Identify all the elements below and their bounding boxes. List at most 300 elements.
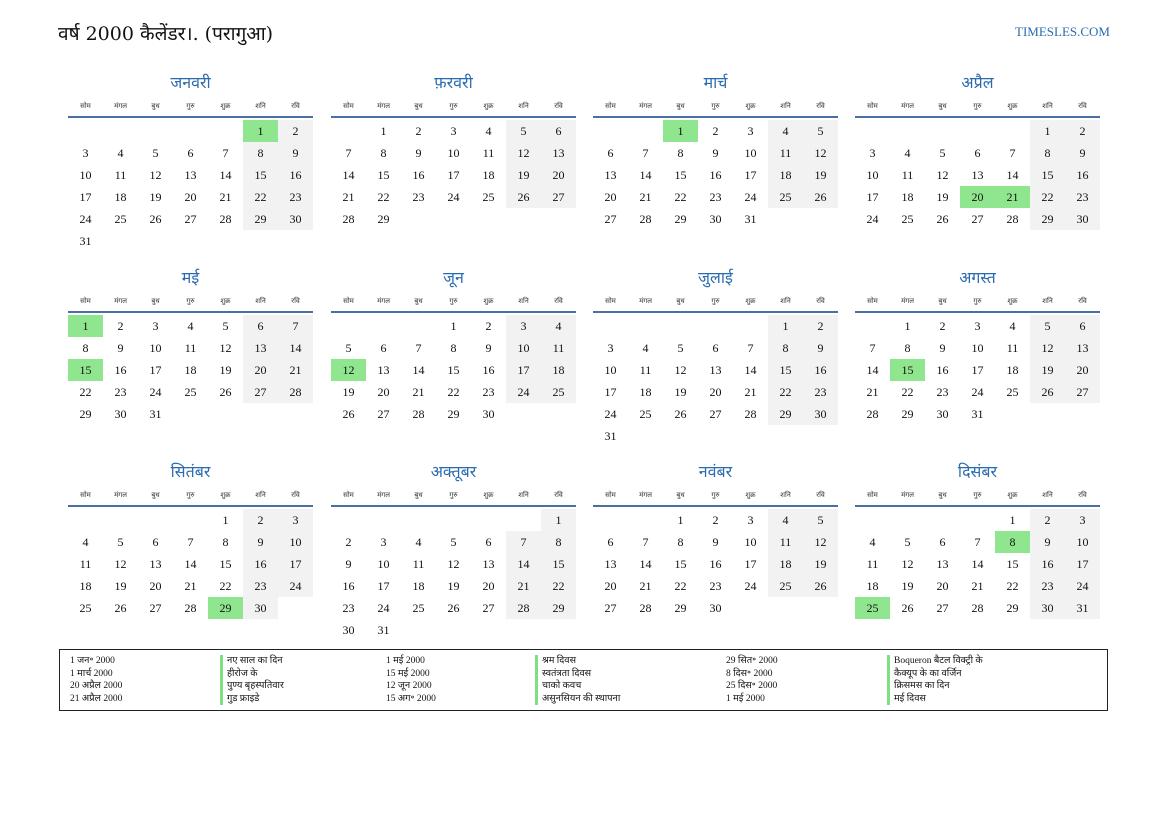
empty-cell [733,315,768,337]
day-cell: 7 [222,146,229,160]
holiday-names-col-2 [535,655,620,705]
day-cell: 11 [768,531,803,553]
empty-cell [331,509,366,531]
month-name: अक्तूबर [430,462,477,481]
holiday-date: 1 मई 2000 [386,656,425,666]
empty-cell [593,120,628,142]
day-cell: 20 [377,385,390,399]
weekday-label: गुरु [711,102,720,110]
weekday-label: मंगल [639,297,652,305]
day-cell: 27 [604,212,617,226]
day-cell: 22 [901,385,914,399]
day-cell: 20 [541,164,576,186]
weekday-label: मंगल [377,102,390,110]
day-cell: 22 [674,190,687,204]
day-cell: 31 [149,407,162,421]
day-cell: 27 [971,212,984,226]
holiday-name: Boqueron बैटल विक्ट्री के [894,656,983,666]
weekday-label: शनि [1042,297,1053,305]
day-cell: 18 [114,190,127,204]
day-cell: 8 [1030,142,1065,164]
weekday-label: सोम [867,102,878,110]
day-cell: 10 [866,168,879,182]
day-cell: 26 [219,385,232,399]
empty-cell [173,509,208,531]
holiday-day-cell: 15 [890,359,925,381]
weekday-header [855,294,1100,313]
day-cell: 19 [901,579,914,593]
month-name: अगस्त [959,268,996,287]
day-grid [593,120,838,230]
holiday-dates-col-1 [70,655,122,705]
day-cell: 7 [187,535,194,549]
day-cell: 9 [712,535,719,549]
day-grid [68,509,313,619]
day-cell: 22 [1030,186,1065,208]
weekday-label: बुध [938,491,947,499]
weekday-label: बुध [938,297,947,305]
day-cell: 23 [482,385,495,399]
day-cell: 20 [149,579,162,593]
empty-cell [628,509,663,531]
holiday-name: नए साल का दिन [227,656,283,666]
day-cell: 13 [709,363,722,377]
day-cell: 30 [803,403,838,425]
day-cell: 27 [243,381,278,403]
day-cell: 12 [149,168,162,182]
holiday-day-cell: 8 [995,531,1030,553]
day-cell: 19 [803,553,838,575]
weekday-label: सोम [343,102,354,110]
weekday-header [68,488,313,507]
day-cell: 16 [114,363,127,377]
day-cell: 10 [377,557,390,571]
holiday-day-cell: 12 [331,359,366,381]
day-cell: 14 [412,363,425,377]
day-cell: 28 [639,212,652,226]
holiday-name: असुनसियन की स्थापना [542,693,621,704]
weekday-label: सोम [867,297,878,305]
weekday-label: शनि [518,491,529,499]
day-cell: 8 [768,337,803,359]
day-cell: 28 [744,407,757,421]
day-cell: 11 [639,363,652,377]
day-grid [855,120,1100,230]
day-cell: 29 [674,601,687,615]
holiday-name: क्रिसमस का दिन [894,681,950,691]
day-cell: 6 [541,120,576,142]
empty-cell [628,120,663,142]
weekday-label: मंगल [114,491,127,499]
weekday-label: रवि [291,102,300,110]
day-cell: 2 [278,120,313,142]
day-cell: 5 [939,146,946,160]
day-grid [593,315,838,447]
weekday-label: शुक्र [220,102,231,110]
day-cell: 2 [485,319,492,333]
weekday-label: शनि [255,297,266,305]
holiday-day-cell: 20 [960,186,995,208]
day-cell: 9 [1065,142,1100,164]
day-cell: 3 [607,341,614,355]
day-cell: 19 [114,579,127,593]
weekday-label: सोम [80,491,91,499]
empty-cell [401,509,436,531]
day-cell: 12 [114,557,127,571]
holiday-name: कैक्यूप के का वर्जिन [894,668,962,679]
holiday-day-cell: 15 [68,359,103,381]
empty-cell [890,120,925,142]
day-cell: 13 [541,142,576,164]
day-cell: 5 [506,120,541,142]
day-cell: 16 [482,363,495,377]
day-cell: 24 [971,385,984,399]
weekday-label: मंगल [377,297,390,305]
day-cell: 19 [1030,359,1065,381]
day-cell: 4 [82,535,89,549]
day-cell: 5 [222,319,229,333]
day-cell: 2 [712,513,719,527]
weekday-label: सोम [867,491,878,499]
day-grid [331,120,576,230]
day-cell: 9 [278,142,313,164]
day-grid [855,509,1100,619]
day-cell: 6 [1065,315,1100,337]
day-cell: 4 [768,120,803,142]
empty-cell [366,315,401,337]
weekday-label: मंगल [901,297,914,305]
empty-cell [593,315,628,337]
day-cell: 22 [541,575,576,597]
day-cell: 2 [345,535,352,549]
day-cell: 16 [936,363,949,377]
weekday-label: शुक्र [220,297,231,305]
weekday-header [593,488,838,507]
holiday-day-cell: 1 [663,120,698,142]
day-cell: 9 [485,341,492,355]
day-cell: 13 [377,363,390,377]
day-cell: 4 [642,341,649,355]
day-grid [855,315,1100,425]
weekday-label: सोम [80,102,91,110]
day-cell: 25 [1006,385,1019,399]
day-cell: 8 [82,341,89,355]
weekday-label: बुध [414,102,423,110]
weekday-label: शनि [780,491,791,499]
day-cell: 14 [744,363,757,377]
weekday-label: शुक्र [745,491,756,499]
day-cell: 16 [412,168,425,182]
empty-cell [593,509,628,531]
weekday-label: सोम [605,102,616,110]
day-cell: 27 [149,601,162,615]
day-cell: 28 [1006,212,1019,226]
month-block [68,459,313,619]
day-cell: 16 [709,168,722,182]
day-cell: 20 [604,190,617,204]
day-cell: 26 [901,601,914,615]
holiday-date: 12 जून 2000 [386,681,432,691]
holiday-day-cell: 29 [208,597,243,619]
day-cell: 14 [866,363,879,377]
day-cell: 4 [1009,319,1016,333]
holiday-name: पुण्य बृहस्पतिवार [227,681,284,691]
day-cell: 3 [380,535,387,549]
empty-cell [960,120,995,142]
day-cell: 16 [278,164,313,186]
day-cell: 14 [342,168,355,182]
month-block [593,265,838,447]
day-cell: 6 [607,535,614,549]
day-cell: 17 [447,168,460,182]
site-link[interactable]: TIMESLES.COM [1015,24,1110,39]
day-cell: 2 [1030,509,1065,531]
day-cell: 24 [149,385,162,399]
day-cell: 11 [541,337,576,359]
holiday-name: श्रम दिवस [542,656,576,666]
weekday-label: गुरु [973,102,982,110]
day-cell: 11 [901,168,914,182]
weekday-header [855,488,1100,507]
day-cell: 13 [604,168,617,182]
day-cell: 18 [482,168,495,182]
day-cell: 12 [506,142,541,164]
day-cell: 10 [1065,531,1100,553]
day-cell: 15 [541,553,576,575]
weekday-label: शनि [255,102,266,110]
day-cell: 16 [803,359,838,381]
day-cell: 29 [79,407,92,421]
empty-cell [855,120,890,142]
day-cell: 3 [450,124,457,138]
month-name: दिसंबर [957,462,998,481]
day-cell: 3 [278,509,313,531]
day-cell: 28 [866,407,879,421]
day-cell: 23 [709,579,722,593]
weekday-label: सोम [605,297,616,305]
day-cell: 14 [278,337,313,359]
day-cell: 11 [1006,341,1019,355]
day-cell: 9 [939,341,946,355]
day-cell: 11 [79,557,92,571]
day-cell: 12 [674,363,687,377]
month-name: अप्रैल [961,73,994,92]
empty-cell [995,120,1030,142]
day-cell: 9 [712,146,719,160]
day-cell: 21 [342,190,355,204]
weekday-label: बुध [938,102,947,110]
weekday-label: शुक्र [220,491,231,499]
weekday-label: गुरु [186,491,195,499]
day-cell: 4 [768,509,803,531]
day-cell: 23 [1030,575,1065,597]
day-cell: 23 [709,190,722,204]
day-cell: 11 [412,557,425,571]
day-cell: 11 [114,168,127,182]
holiday-date: 1 जन॰ 2000 [70,656,115,666]
day-cell: 15 [768,359,803,381]
day-cell: 25 [901,212,914,226]
weekday-label: शनि [518,297,529,305]
day-cell: 20 [604,579,617,593]
day-cell: 26 [803,186,838,208]
month-block [68,70,313,252]
weekday-header [855,99,1100,118]
day-cell: 6 [939,535,946,549]
day-cell: 10 [744,146,757,160]
weekday-header [593,294,838,313]
day-cell: 7 [974,535,981,549]
day-cell: 17 [744,557,757,571]
day-cell: 5 [152,146,159,160]
empty-cell [855,509,890,531]
holiday-name: मई दिवस [894,693,926,704]
day-cell: 26 [1030,381,1065,403]
day-cell: 31 [377,623,390,637]
weekday-label: शनि [780,102,791,110]
day-cell: 5 [117,535,124,549]
day-cell: 18 [184,363,197,377]
day-cell: 10 [744,535,757,549]
day-cell: 29 [674,212,687,226]
day-cell: 2 [939,319,946,333]
day-cell: 19 [149,190,162,204]
day-cell: 5 [1030,315,1065,337]
holiday-date: 15 अग॰ 2000 [386,693,436,704]
weekday-header [68,294,313,313]
day-cell: 25 [412,601,425,615]
empty-cell [855,315,890,337]
day-cell: 30 [114,407,127,421]
day-cell: 2 [803,315,838,337]
day-cell: 27 [184,212,197,226]
day-cell: 16 [243,553,278,575]
day-cell: 3 [506,315,541,337]
day-cell: 31 [971,407,984,421]
weekday-label: शुक्र [1007,297,1018,305]
weekday-label: मंगल [901,491,914,499]
day-cell: 7 [747,341,754,355]
day-cell: 26 [506,186,541,208]
day-cell: 18 [412,579,425,593]
day-cell: 23 [1065,186,1100,208]
holiday-date: 21 अप्रैल 2000 [70,693,123,704]
holiday-day-cell: 21 [995,186,1030,208]
empty-cell [138,509,173,531]
day-cell: 15 [1030,164,1065,186]
day-cell: 11 [482,146,495,160]
empty-cell [698,315,733,337]
day-cell: 25 [541,381,576,403]
day-grid [68,120,313,252]
day-cell: 26 [149,212,162,226]
day-cell: 20 [1065,359,1100,381]
empty-cell [436,509,471,531]
weekday-label: शुक्र [1007,102,1018,110]
day-cell: 24 [447,190,460,204]
day-cell: 1 [380,124,387,138]
weekday-label: गुरु [449,491,458,499]
day-cell: 27 [709,407,722,421]
day-cell: 18 [1006,363,1019,377]
day-cell: 27 [1065,381,1100,403]
day-cell: 12 [1030,337,1065,359]
weekday-label: शनि [518,102,529,110]
day-cell: 31 [1065,597,1100,619]
day-cell: 7 [278,315,313,337]
month-name: जुलाई [698,268,733,287]
day-cell: 25 [768,186,803,208]
day-cell: 5 [450,535,457,549]
day-cell: 11 [866,557,879,571]
day-cell: 6 [974,146,981,160]
day-cell: 19 [936,190,949,204]
day-cell: 6 [380,341,387,355]
day-cell: 7 [415,341,422,355]
holiday-names-col-1 [220,655,284,705]
day-cell: 24 [866,212,879,226]
day-cell: 10 [79,168,92,182]
day-cell: 24 [377,601,390,615]
empty-cell [68,509,103,531]
day-cell: 26 [114,601,127,615]
page-title: वर्ष 2000 कैलेंडर।. (परागुआ) [58,23,274,45]
day-cell: 8 [541,531,576,553]
month-name: जनवरी [170,73,211,92]
day-cell: 17 [79,190,92,204]
day-cell: 18 [768,553,803,575]
weekday-label: शनि [780,297,791,305]
day-cell: 13 [243,337,278,359]
holiday-name: चाको कवच [542,681,582,691]
day-cell: 17 [866,190,879,204]
day-cell: 22 [79,385,92,399]
holiday-date: 1 मई 2000 [726,693,765,704]
empty-cell [103,509,138,531]
weekday-label: रवि [816,297,825,305]
month-name: मई [181,268,200,287]
weekday-label: रवि [554,491,563,499]
day-cell: 26 [674,407,687,421]
weekday-label: शुक्र [745,102,756,110]
day-cell: 1 [222,513,229,527]
day-cell: 16 [1065,164,1100,186]
weekday-label: शुक्र [483,491,494,499]
empty-cell [506,509,541,531]
day-cell: 25 [768,575,803,597]
day-cell: 31 [604,429,617,443]
month-block [855,265,1100,425]
day-cell: 1 [768,315,803,337]
day-cell: 7 [642,146,649,160]
day-cell: 30 [278,208,313,230]
day-cell: 16 [342,579,355,593]
day-cell: 30 [936,407,949,421]
month-block [855,70,1100,230]
day-cell: 12 [936,168,949,182]
day-cell: 17 [377,579,390,593]
day-cell: 13 [936,557,949,571]
day-cell: 23 [342,601,355,615]
empty-cell [208,120,243,142]
day-cell: 11 [768,142,803,164]
day-cell: 17 [604,385,617,399]
day-cell: 30 [1030,597,1065,619]
weekday-header [593,99,838,118]
day-cell: 8 [904,341,911,355]
empty-cell [138,120,173,142]
weekday-label: मंगल [639,491,652,499]
